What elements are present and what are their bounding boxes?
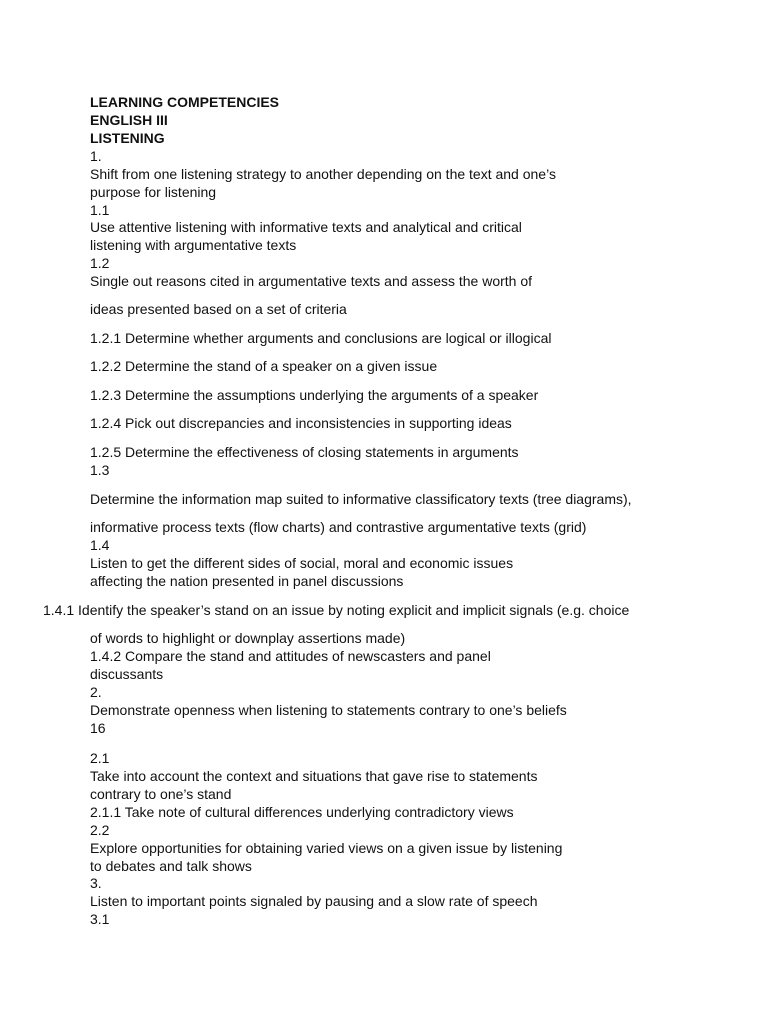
document-title: LEARNING COMPETENCIES <box>90 94 280 110</box>
page-number: 16 <box>90 720 106 736</box>
competency-text: contrary to one’s stand <box>90 786 232 802</box>
competency-number: 2. <box>90 684 102 700</box>
competency-number: 3. <box>90 875 102 891</box>
competency-number: 1.4 <box>90 537 110 553</box>
competency-text: Listen to get the different sides of social, moral and economic issues <box>90 555 514 571</box>
competency-text: Single out reasons cited in argumentative texts and assess the worth of <box>90 273 533 289</box>
section-heading: LISTENING <box>90 130 165 146</box>
competency-text: Listen to important points signaled by pausing and a slow rate of speech <box>90 893 538 909</box>
competency-number: 1.2 <box>90 255 110 271</box>
competency-text: Explore opportunities for obtaining varied views on a given issue by listening <box>90 840 563 856</box>
competency-text: 1.2.2 Determine the stand of a speaker on a given issue <box>90 358 438 374</box>
competency-text: 1.2.4 Pick out discrepancies and inconsistencies in supporting ideas <box>90 415 512 431</box>
competency-text: of words to highlight or downplay assertions made) <box>90 630 406 646</box>
competency-number: 2.2 <box>90 822 110 838</box>
competency-text: Demonstrate openness when listening to statements contrary to one’s beliefs <box>90 702 567 718</box>
document-subject: ENGLISH III <box>90 112 168 128</box>
competency-text: ideas presented based on a set of criteria <box>90 301 347 317</box>
competency-number: 2.1 <box>90 750 110 766</box>
competency-number: 1.1 <box>90 202 110 218</box>
competency-text: 2.1.1 Take note of cultural differences underlying contradictory views <box>90 804 514 820</box>
competency-text: discussants <box>90 666 164 682</box>
competency-number: 3.1 <box>90 911 110 927</box>
competency-text: Take into account the context and situations that gave rise to statements <box>90 768 538 784</box>
competency-number: 1.3 <box>90 462 110 478</box>
competency-text: affecting the nation presented in panel discussions <box>90 573 404 589</box>
competency-text: Determine the information map suited to informative classificatory texts (tree diagrams), <box>90 491 632 507</box>
competency-number: 1. <box>90 148 102 164</box>
competency-text: listening with argumentative texts <box>90 237 297 253</box>
competency-text: 1.2.1 Determine whether arguments and conclusions are logical or illogical <box>90 330 552 346</box>
competency-text: 1.2.5 Determine the effectiveness of closing statements in arguments <box>90 444 519 460</box>
competency-text: Shift from one listening strategy to another depending on the text and one’s <box>90 166 556 182</box>
competency-text: informative process texts (flow charts) and contrastive argumentative texts (grid) <box>90 519 587 535</box>
competency-text: purpose for listening <box>90 184 217 200</box>
competency-text: to debates and talk shows <box>90 858 252 874</box>
competency-text: 1.2.3 Determine the assumptions underlying the arguments of a speaker <box>90 387 539 403</box>
competency-text: 1.4.1 Identify the speaker’s stand on an issue by noting explicit and implicit signals (e.g. choice <box>43 602 630 618</box>
competency-text: Use attentive listening with informative texts and analytical and critical <box>90 219 522 235</box>
competency-text: 1.4.2 Compare the stand and attitudes of newscasters and panel <box>90 648 491 664</box>
